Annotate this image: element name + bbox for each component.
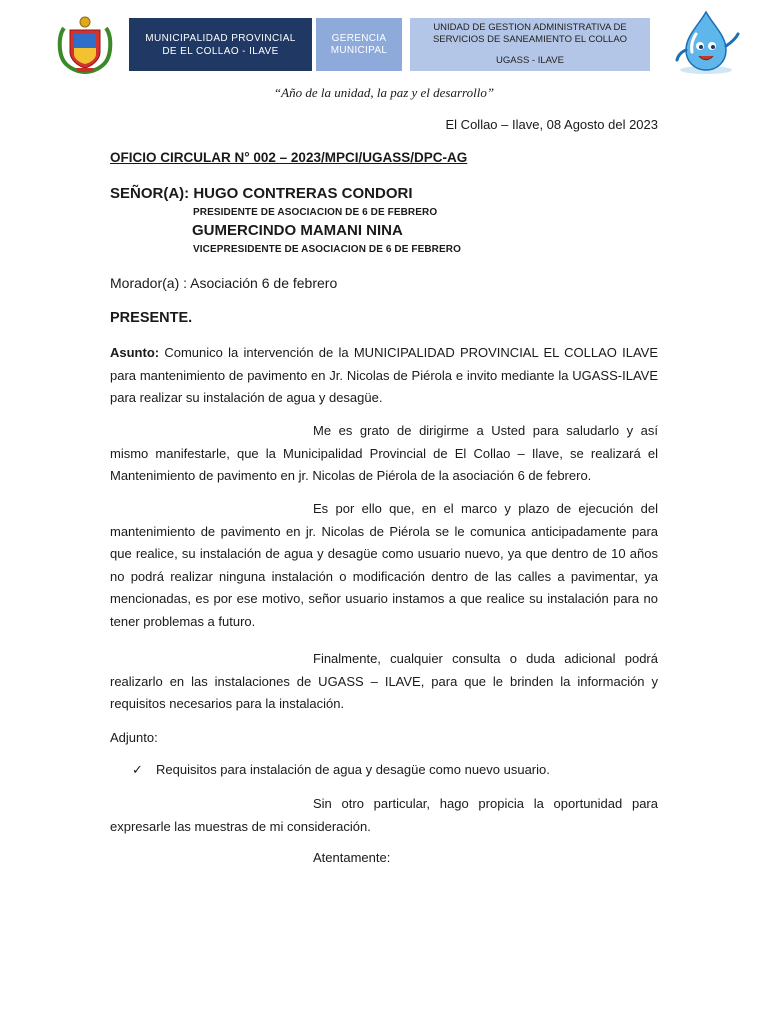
- adjunto-label: Adjunto:: [110, 730, 158, 745]
- letter-date: El Collao – Ilave, 08 Agosto del 2023: [445, 117, 658, 132]
- body-paragraph-4: Sin otro particular, hago propicia la oportunidad para expresarle las muestras de mi consideración.: [110, 796, 658, 834]
- header-ugass-line1: UNIDAD DE GESTION ADMINISTRATIVA DE: [433, 22, 627, 33]
- asunto-paragraph: [110, 342, 658, 410]
- municipal-crest-logo: [52, 14, 118, 74]
- header-ugass-line3: UGASS - ILAVE: [496, 55, 564, 66]
- recipient-prefix: SEÑOR(A):: [110, 185, 194, 202]
- oficio-title: OFICIO CIRCULAR N° 002 – 2023/MPCI/UGASS/DPC-AG: [110, 150, 468, 165]
- closing-text: Atentamente:: [313, 850, 391, 865]
- recipient-title-2: VICEPRESIDENTE DE ASOCIACION DE 6 DE FEBRERO: [193, 244, 461, 255]
- header-gerencia-line1: GERENCIA: [331, 32, 387, 44]
- recipient-name-2: GUMERCINDO MAMANI NINA: [192, 222, 403, 239]
- header-municipality-box: [129, 18, 312, 71]
- recipient-title-1: PRESIDENTE DE ASOCIACION DE 6 DE FEBRERO: [193, 207, 438, 218]
- header-municipality-line1: MUNICIPALIDAD PROVINCIAL: [145, 32, 296, 44]
- recipient-line: [110, 185, 413, 202]
- body-paragraph-2: Es por ello que, en el marco y plazo de ejecución del mantenimiento de pavimento en jr. Nicolas de Piérola se le comunica anticipadamente para que realice, su instalación de agua y desagüe como usuario nuevo, ya que dentro de 10 años no podrá realizar ninguna instalación o modificación dentro de las calles a pavimentar, ya mencionadas, es por ese motivo, señor usuario instamos a que realice su instalación para no tener problemas a futuro.: [110, 501, 658, 629]
- asunto-label: Asunto:: [110, 345, 160, 360]
- asunto-text: Comunico la intervención de la MUNICIPALIDAD PROVINCIAL EL COLLAO ILAVE para mantenimiento de pavimento en Jr. Nicolas de Piérola e invito mediante la UGASS-ILAVE para realizar su instalación de agua y desagüe.: [110, 345, 658, 405]
- header-gerencia-box: [316, 18, 402, 71]
- header-ugass-line2: SERVICIOS DE SANEAMIENTO EL COLLAO: [432, 34, 628, 45]
- attachment-item-text: Requisitos para instalación de agua y desagüe como nuevo usuario.: [156, 762, 550, 777]
- recipient-name-1: HUGO CONTRERAS CONDORI: [193, 185, 413, 202]
- body-paragraph-1: Me es grato de dirigirme a Usted para saludarlo y así mismo manifestarle, que la Municipalidad Provincial de El Collao – Ilave, se realizará el Mantenimiento de pavimento en jr. Nicolas de Piérola de la asociación 6 de febrero.: [110, 423, 658, 483]
- presente-heading: PRESENTE.: [110, 310, 193, 326]
- checkmark-icon: ✓: [132, 762, 143, 777]
- attachment-list-item: [132, 762, 550, 778]
- motto: “Año de la unidad, la paz y el desarrollo”: [273, 85, 495, 100]
- header-municipality-line2: DE EL COLLAO - ILAVE: [162, 45, 279, 57]
- body-paragraph-3: Finalmente, cualquier consulta o duda adicional podrá realizarlo en las instalaciones de UGASS – ILAVE, para que le brinden la información y requisitos necesarios para la instalación.: [110, 651, 658, 711]
- header-ugass-box: [410, 18, 650, 71]
- morador-line: Morador(a) : Asociación 6 de febrero: [110, 275, 338, 291]
- water-drop-mascot-logo: [668, 8, 744, 76]
- header-gerencia-line2: MUNICIPAL: [330, 44, 388, 56]
